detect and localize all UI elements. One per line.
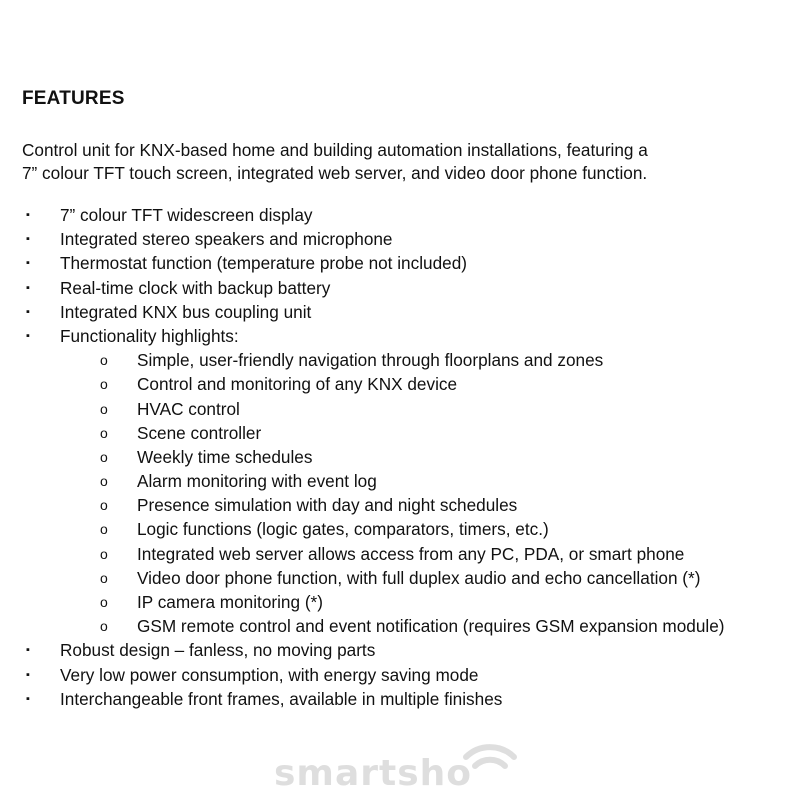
square-bullet-icon: ▪ (26, 692, 30, 705)
list-item (0, 251, 800, 275)
list-item (0, 663, 800, 687)
intro-paragraph (22, 139, 792, 185)
sub-list-item (0, 590, 800, 614)
highlight-text: Video door phone function, with full duplex audio and echo cancellation (*) (137, 567, 701, 588)
sub-list-item (0, 517, 800, 541)
circle-bullet-icon: o (100, 545, 108, 562)
square-bullet-icon: ▪ (26, 305, 30, 318)
feature-text: Functionality highlights: (60, 325, 239, 346)
sub-list-item (0, 469, 800, 493)
list-item (0, 276, 800, 300)
list-item (0, 687, 800, 711)
feature-text: 7” colour TFT widescreen display (60, 205, 313, 225)
square-bullet-icon: ▪ (26, 668, 30, 681)
features-list (0, 203, 800, 711)
highlight-text: Control and monitoring of any KNX device (137, 374, 458, 395)
watermark-brand: smartsho (274, 753, 472, 794)
highlight-text: IP camera monitoring (*) (137, 592, 323, 612)
circle-bullet-icon: o (100, 594, 108, 610)
highlight-text: Integrated web server allows access from any PC, PDA, or smart phone (137, 543, 685, 564)
list-item (0, 300, 800, 324)
highlight-text: Presence simulation with day and night schedules (137, 495, 518, 516)
list-item (0, 203, 800, 227)
intro-line: 7” colour TFT touch screen, integrated web server, and video door phone function. (22, 163, 648, 183)
circle-bullet-icon: o (100, 352, 108, 369)
list-item (0, 227, 800, 251)
highlight-text: Weekly time schedules (137, 446, 313, 467)
sub-list-item (0, 372, 800, 396)
intro-line: Control unit for KNX-based home and building automation installations, featuring a (22, 140, 648, 160)
circle-bullet-icon: o (100, 448, 108, 465)
highlight-text: Simple, user-friendly navigation through floorplans and zones (137, 350, 604, 371)
feature-text: Very low power consumption, with energy saving mode (60, 664, 479, 685)
list-item (0, 638, 800, 662)
circle-bullet-icon: o (100, 473, 108, 490)
sub-list-item (0, 542, 800, 566)
circle-bullet-icon: o (100, 521, 108, 538)
highlight-text: HVAC control (137, 398, 240, 419)
watermark (270, 735, 530, 795)
square-bullet-icon: ▪ (26, 257, 30, 270)
highlight-text: GSM remote control and event notification (requires GSM expansion module) (137, 616, 725, 637)
circle-bullet-icon: o (100, 400, 108, 417)
circle-bullet-icon: o (100, 569, 108, 586)
highlight-text: Logic functions (logic gates, comparators, timers, etc.) (137, 519, 549, 540)
square-bullet-icon: ▪ (26, 233, 30, 246)
feature-text: Thermostat function (temperature probe not included) (60, 253, 467, 274)
list-item (0, 324, 800, 348)
feature-text: Robust design – fanless, no moving parts (60, 640, 376, 661)
circle-bullet-icon: o (100, 424, 108, 441)
section-heading: FEATURES (22, 88, 125, 109)
square-bullet-icon: ▪ (26, 209, 30, 221)
highlight-text: Scene controller (137, 422, 262, 443)
sub-list-item (0, 348, 800, 372)
circle-bullet-icon: o (100, 618, 108, 635)
sub-list-item (0, 397, 800, 421)
feature-text: Integrated KNX bus coupling unit (60, 301, 312, 322)
feature-text: Integrated stereo speakers and microphone (60, 229, 393, 250)
sub-list-item (0, 445, 800, 469)
sub-list-item (0, 614, 800, 638)
square-bullet-icon: ▪ (26, 281, 30, 294)
sub-list-item (0, 566, 800, 590)
square-bullet-icon: ▪ (26, 329, 30, 342)
sub-list-item (0, 421, 800, 445)
circle-bullet-icon: o (100, 497, 108, 514)
feature-text: Interchangeable front frames, available in multiple finishes (60, 688, 503, 709)
square-bullet-icon: ▪ (26, 644, 30, 657)
highlight-text: Alarm monitoring with event log (137, 471, 377, 492)
sub-list-item (0, 493, 800, 517)
feature-text: Real-time clock with backup battery (60, 277, 331, 298)
circle-bullet-icon: o (100, 376, 108, 393)
